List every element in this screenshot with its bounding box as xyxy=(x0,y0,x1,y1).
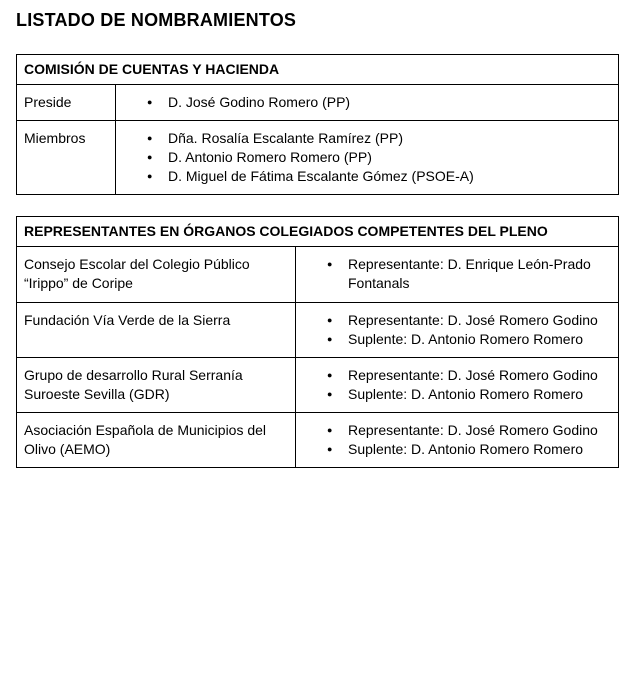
representantes-table xyxy=(16,216,619,468)
list-item: ● Suplente: D. Antonio Romero Romero xyxy=(348,440,610,459)
cell-preside-members xyxy=(116,85,619,121)
table-row xyxy=(17,303,619,358)
list-item: ● Suplente: D. Antonio Romero Romero xyxy=(348,385,610,404)
list-item: ● D. Miguel de Fátima Escalante Gómez (PSOE-A) xyxy=(168,167,610,186)
bullet-list xyxy=(296,366,618,404)
table-row xyxy=(17,358,619,413)
table-row xyxy=(17,413,619,468)
row-label-fundacion-via-verde: Fundación Vía Verde de la Sierra xyxy=(17,303,296,358)
bullet-list xyxy=(296,311,618,349)
list-item: ● D. Antonio Romero Romero (PP) xyxy=(168,148,610,167)
bullet-list xyxy=(116,93,618,112)
table-row xyxy=(17,247,619,303)
bullet-list xyxy=(116,129,618,186)
list-item: ● D. José Godino Romero (PP) xyxy=(168,93,610,112)
list-item: ● Representante: D. Enrique León-Prado Fontanals xyxy=(348,255,610,293)
table-row xyxy=(17,121,619,195)
list-item: ● Representante: D. José Romero Godino xyxy=(348,311,610,330)
bullet-list xyxy=(296,421,618,459)
row-label-preside: Preside xyxy=(17,85,116,121)
table-header-comision: COMISIÓN DE CUENTAS Y HACIENDA xyxy=(17,55,619,85)
list-item: ● Dña. Rosalía Escalante Ramírez (PP) xyxy=(168,129,610,148)
cell-consejo-escolar-representantes xyxy=(296,247,619,303)
cell-miembros-members xyxy=(116,121,619,195)
row-label-asociacion-aemo: Asociación Española de Municipios del Olivo (AEMO) xyxy=(17,413,296,468)
table-row xyxy=(17,55,619,85)
table-row xyxy=(17,85,619,121)
list-item: ● Representante: D. José Romero Godino xyxy=(348,366,610,385)
comision-cuentas-table xyxy=(16,54,619,195)
table-header-representantes: REPRESENTANTES EN ÓRGANOS COLEGIADOS COMPETENTES DEL PLENO xyxy=(17,217,619,247)
cell-grupo-gdr-representantes xyxy=(296,358,619,413)
row-label-grupo-gdr: Grupo de desarrollo Rural Serranía Suroeste Sevilla (GDR) xyxy=(17,358,296,413)
page-title: LISTADO DE NOMBRAMIENTOS xyxy=(16,10,297,30)
cell-asociacion-aemo-representantes xyxy=(296,413,619,468)
cell-fundacion-via-verde-representantes xyxy=(296,303,619,358)
list-item: ● Suplente: D. Antonio Romero Romero xyxy=(348,330,610,349)
bullet-list xyxy=(296,255,618,293)
row-label-consejo-escolar: Consejo Escolar del Colegio Público “Irippo” de Coripe xyxy=(17,247,296,303)
row-label-miembros: Miembros xyxy=(17,121,116,195)
table-row xyxy=(17,217,619,247)
list-item: ● Representante: D. José Romero Godino xyxy=(348,421,610,440)
